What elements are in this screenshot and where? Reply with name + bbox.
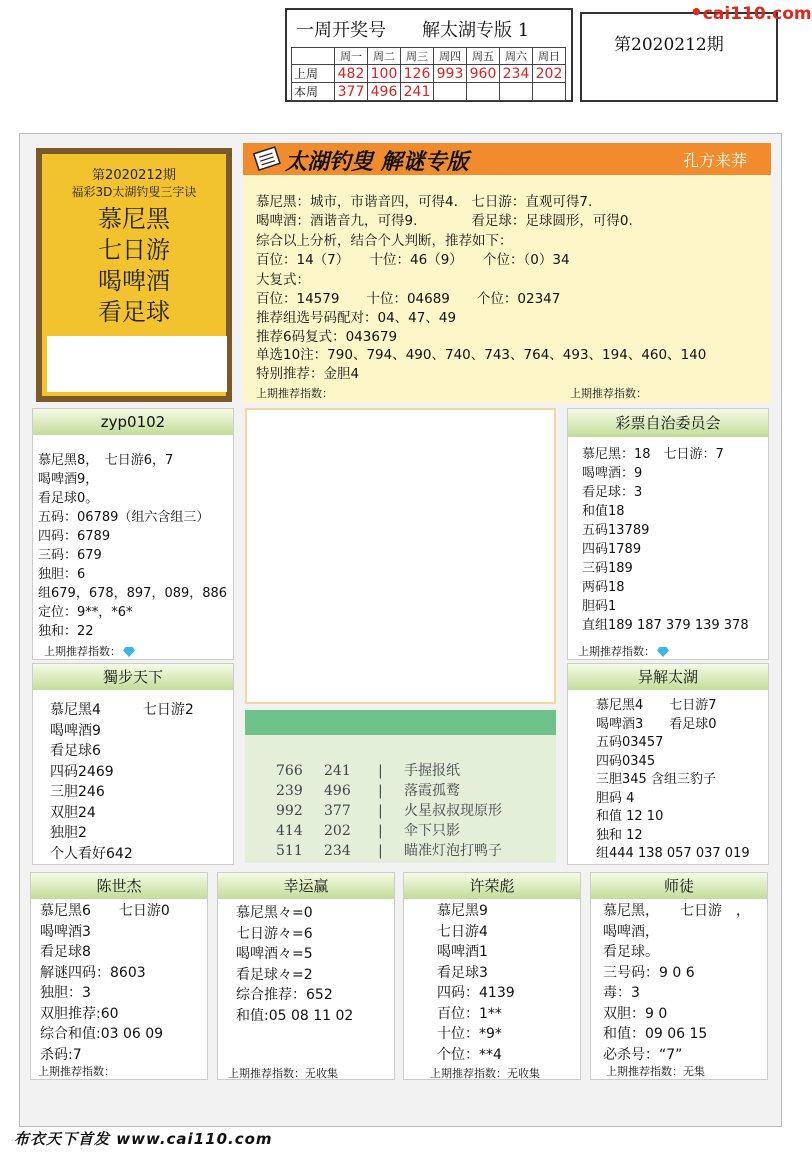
poster-subtitle: 福彩3D太湖钓叟三字诀 <box>71 185 197 199</box>
xu-line: 喝啤酒1 <box>437 944 488 960</box>
newspaper-icon <box>252 146 282 172</box>
chen-title: 陈世杰 <box>31 873 207 899</box>
list-text: 手握报纸 <box>404 763 460 779</box>
poster-inner <box>42 154 226 396</box>
list-text: 伞下只影 <box>404 823 460 839</box>
list-item <box>276 800 502 820</box>
shitu-line: 双胆：9 0 <box>603 1005 668 1022</box>
main-line: 推荐组选号码配对：04、47、49 <box>256 310 457 326</box>
yijie-line: 独和 12 <box>596 827 643 843</box>
shitu-lines <box>603 901 750 1065</box>
logo-text: cai110.com <box>702 4 812 24</box>
main-index-left: 上期推荐指数： <box>256 387 333 400</box>
draw-number: 202 <box>533 65 566 83</box>
lottery-line: 四码1789 <box>582 542 642 557</box>
shitu-line: 喝啤酒， <box>603 923 659 940</box>
xingyun-line: 慕尼黑々=0 <box>236 905 313 921</box>
chen-lines <box>40 901 170 1065</box>
xu-line: 慕尼黑9 <box>437 903 488 919</box>
xu-line: 百位：1** <box>437 1005 502 1022</box>
list-text: 瞄准灯泡打鸭子 <box>404 843 502 859</box>
chen-line: 双胆推荐:60 <box>40 1005 119 1022</box>
dubu-line: 喝啤酒9 <box>50 722 101 739</box>
zyp-line: 四码：6789 <box>38 529 111 544</box>
dubu-line: 看足球6 <box>50 743 101 759</box>
list-sep: | <box>378 843 383 859</box>
xingyun-line: 喝啤酒々=5 <box>236 946 313 962</box>
row-label: 本周 <box>292 83 335 101</box>
draw-number <box>467 83 500 101</box>
list-num: 239 <box>276 783 303 799</box>
table-corner <box>292 48 335 65</box>
main-line: 喝啤酒：酒谐音九，可得9. 看足球：足球圆形，可得0. <box>256 213 633 229</box>
main-panel-title: 太湖钓叟 解谜专版 <box>285 149 469 175</box>
lottery-line: 喝啤酒：9 <box>582 466 643 481</box>
draw-number: 234 <box>500 65 533 83</box>
main-line: 综合以上分析，结合个人判断，推荐如下： <box>256 233 513 249</box>
issue-number: 第2020212期 <box>614 35 724 55</box>
list-text: 落霞孤鹜 <box>404 783 460 799</box>
weekly-draw-title: 一周开奖号 解太湖专版 1 <box>296 20 530 41</box>
draw-number: 960 <box>467 65 500 83</box>
xingyun-line: 看足球々=2 <box>236 966 313 983</box>
lottery-index <box>578 643 669 659</box>
xingyun-line: 和值:05 08 11 02 <box>236 1007 354 1024</box>
zyp-line: 组679，678，897，089，886 <box>38 586 228 601</box>
list-num: 202 <box>324 823 351 839</box>
xu-index: 上期推荐指数：无收集 <box>430 1067 540 1080</box>
issue-box <box>580 12 778 102</box>
xu-line: 看足球3 <box>437 964 488 981</box>
yijie-line: 慕尼黑4 七日游7 <box>596 698 717 713</box>
main-panel-author: 孔方来莽 <box>683 151 748 170</box>
shitu-title: 师徒 <box>591 873 767 899</box>
main-line: 慕尼黑：城市，市谐音四，可得4. 七日游：直观可得7. <box>256 194 593 210</box>
chen-line: 喝啤酒3 <box>40 923 91 940</box>
dubu-line: 三胆246 <box>50 784 105 800</box>
footer-credit[interactable]: 布衣天下首发 www.cai110.com <box>14 1130 273 1148</box>
weekday-header: 周六 <box>500 48 533 65</box>
main-index-right: 上期推荐指数： <box>570 387 647 400</box>
poster-line: 喝啤酒 <box>98 267 170 295</box>
lottery-committee-title: 彩票自治委员会 <box>568 409 768 437</box>
draw-number: 377 <box>335 83 368 101</box>
table-row <box>292 65 566 83</box>
xu-line: 四码：4139 <box>437 985 515 1001</box>
shitu-line: 看足球。 <box>603 944 659 960</box>
poster-line: 看足球 <box>98 298 170 326</box>
list-num: 766 <box>276 763 303 779</box>
list-num: 234 <box>324 843 351 859</box>
list-text: 火星叔叔现原形 <box>404 803 502 819</box>
weekday-header: 周三 <box>401 48 434 65</box>
xu-line: 十位：*9* <box>437 1026 502 1042</box>
diamond-icon <box>123 647 135 657</box>
shitu-line: 和值：09 06 15 <box>603 1026 708 1042</box>
list-sep: | <box>378 823 383 839</box>
diamond-icon <box>657 647 669 657</box>
logo-dot-icon: • <box>690 0 703 24</box>
lottery-line: 胆码1 <box>582 599 617 614</box>
chen-line: 解谜四码：8603 <box>40 964 146 981</box>
center-green-bar <box>245 710 556 735</box>
list-num: 377 <box>324 803 351 819</box>
yijie-line: 五码03457 <box>596 735 664 750</box>
yijie-line: 喝啤酒3 看足球0 <box>596 716 717 732</box>
main-line: 大复式： <box>256 272 310 288</box>
list-num: 992 <box>276 803 303 819</box>
list-sep: | <box>378 783 383 799</box>
zyp-line: 三码：679 <box>38 548 102 563</box>
lottery-lines <box>582 445 749 635</box>
list-sep: | <box>378 803 383 819</box>
yijie-lines <box>596 697 750 864</box>
draw-number <box>533 83 566 101</box>
lottery-index-label: 上期推荐指数： <box>578 645 655 658</box>
zyp-line: 定位：9**，*6* <box>38 605 133 620</box>
lottery-line: 五码13789 <box>582 523 650 538</box>
yijie-line: 组444 138 057 037 019 <box>596 846 750 861</box>
xu-line: 个位：**4 <box>437 1046 502 1063</box>
list-num: 511 <box>276 843 303 859</box>
zyp-lines <box>38 451 227 641</box>
shitu-line: 毒：3 <box>603 985 640 1001</box>
weekly-draw-table <box>291 47 566 101</box>
draw-number: 993 <box>434 65 467 83</box>
site-logo[interactable] <box>690 0 812 24</box>
main-line: 百位：14579 十位：04689 个位：02347 <box>256 291 561 307</box>
dubu-line: 独胆2 <box>50 825 87 841</box>
center-blank-box <box>245 408 556 704</box>
shitu-line: 必杀号：“7” <box>603 1046 683 1063</box>
zyp-line: 独和：22 <box>38 624 94 639</box>
yijie-line: 三胆345 含组三豹子 <box>596 772 716 787</box>
poster <box>36 148 232 402</box>
lottery-line: 三码189 <box>582 561 633 576</box>
weekday-header: 周一 <box>335 48 368 65</box>
lottery-line: 看足球：3 <box>582 485 643 500</box>
main-line: 特别推荐：金胆4 <box>256 366 360 382</box>
list-item <box>276 780 460 800</box>
draw-number: 496 <box>368 83 401 101</box>
zyp-index-label: 上期推荐指数： <box>44 645 121 658</box>
chen-line: 慕尼黑6 七日游0 <box>40 903 170 919</box>
list-item <box>276 820 460 840</box>
list-num: 414 <box>276 823 303 839</box>
shitu-line: 三号码：9 0 6 <box>603 964 695 981</box>
yijie-line: 胆码 4 <box>596 790 635 806</box>
weekday-header: 周日 <box>533 48 566 65</box>
draw-number <box>434 83 467 101</box>
xingyun-index: 上期推荐指数：无收集 <box>228 1067 338 1080</box>
poster-blank-area <box>47 336 227 392</box>
yijie-title: 异解太湖 <box>568 664 768 690</box>
chen-line: 综合和值:03 06 09 <box>40 1026 164 1042</box>
shitu-line: 慕尼黑， 七日游 ， <box>603 903 750 919</box>
dubu-line: 四码2469 <box>50 763 114 780</box>
main-line: 百位：14（7） 十位：46（9） 个位：（0）34 <box>256 252 570 268</box>
chen-line: 看足球8 <box>40 944 91 960</box>
zyp-line: 五码：06789（组六含组三） <box>38 510 210 525</box>
list-item <box>276 840 502 860</box>
shitu-index: 上期推荐指数：无集 <box>606 1065 705 1078</box>
xu-lines <box>437 901 515 1065</box>
draw-number <box>500 83 533 101</box>
main-line: 单选10注：790、794、490、740、743、764、493、194、460、140 <box>256 347 707 363</box>
yijie-line: 和值 12 10 <box>596 809 664 824</box>
list-num: 241 <box>324 763 351 779</box>
zyp-line: 看足球0。 <box>38 491 99 506</box>
row-label: 上周 <box>292 65 335 83</box>
lottery-line: 直组189 187 379 139 378 <box>582 618 749 633</box>
xingyun-title: 幸运赢 <box>218 873 394 899</box>
zyp-line: 独胆：6 <box>38 567 86 582</box>
xingyun-line: 综合推荐：652 <box>236 987 333 1003</box>
xingyun-line: 七日游々=6 <box>236 925 313 942</box>
weekday-header: 周四 <box>434 48 467 65</box>
dubu-lines <box>50 700 194 864</box>
draw-number: 100 <box>368 65 401 83</box>
dubu-title: 獨步天下 <box>33 664 233 690</box>
zyp-title: zyp0102 <box>33 409 233 435</box>
draw-number: 241 <box>401 83 434 101</box>
lottery-line: 两码18 <box>582 580 625 595</box>
poster-line: 七日游 <box>98 236 170 264</box>
main-line: 推荐6码复式：043679 <box>256 329 398 345</box>
xingyun-lines <box>236 903 353 1026</box>
yijie-line: 四码0345 <box>596 753 656 769</box>
lottery-line: 慕尼黑：18 七日游：7 <box>582 447 724 462</box>
lottery-line: 和值18 <box>582 504 625 519</box>
poster-line: 慕尼黑 <box>98 205 170 233</box>
draw-number: 126 <box>401 65 434 83</box>
list-num: 496 <box>324 783 351 799</box>
list-sep: | <box>378 763 383 779</box>
xu-title: 许荣彪 <box>404 873 580 899</box>
dubu-line: 个人看好642 <box>50 845 133 862</box>
dubu-line: 慕尼黑4 七日游2 <box>50 702 194 718</box>
zyp-line: 慕尼黑8， 七日游6，7 <box>38 453 174 468</box>
poster-issue: 第2020212期 <box>92 168 176 183</box>
chen-index: 上期推荐指数： <box>38 1065 115 1078</box>
weekday-header: 周二 <box>368 48 401 65</box>
xu-line: 七日游4 <box>437 923 488 940</box>
weekday-header: 周五 <box>467 48 500 65</box>
zyp-line: 喝啤酒9， <box>38 472 99 487</box>
draw-number: 482 <box>335 65 368 83</box>
zyp-index <box>44 643 135 659</box>
chen-line: 独胆：3 <box>40 985 91 1001</box>
dubu-line: 双胆24 <box>50 804 96 821</box>
list-item <box>276 760 460 780</box>
table-row <box>292 83 566 101</box>
chen-line: 杀码:7 <box>40 1046 82 1063</box>
poster-riddle <box>42 204 226 328</box>
